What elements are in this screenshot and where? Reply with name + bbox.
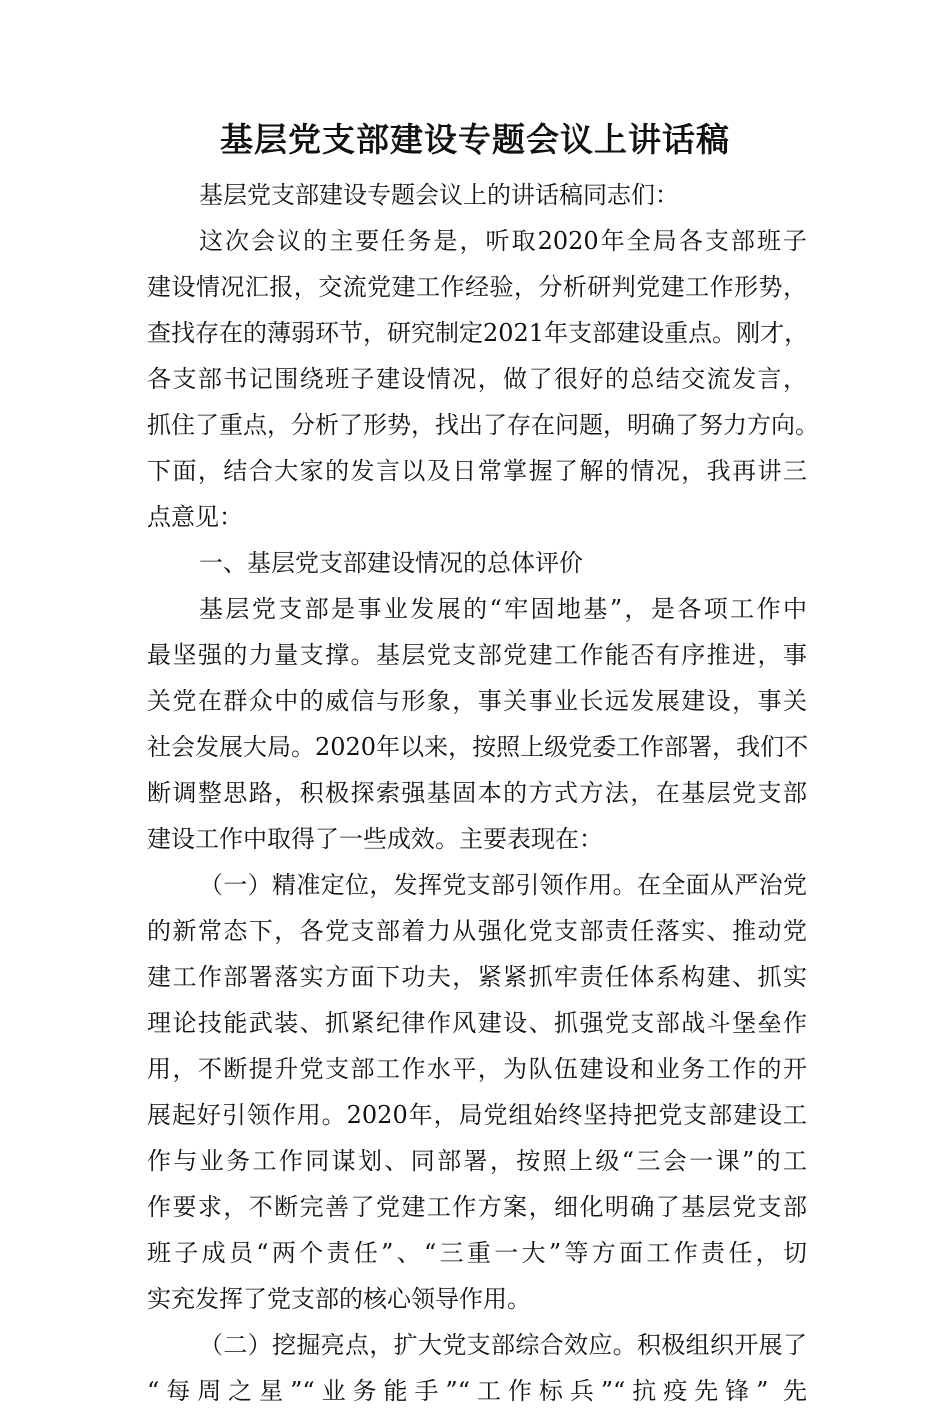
text-line: 基层党支部建设专题会议上的讲话稿同志们： [199,181,679,209]
text-line: 抓住了重点，分析了形势，找出了存在问题，明确了努力方向。 [147,411,819,439]
text-line: 实充发挥了党支部的核心领导作用。 [147,1285,531,1313]
text-line: 用，不断提升党支部工作水平，为队伍建设和业务工作的开 [147,1055,807,1083]
text-line: 断调整思路，积极探索强基固本的方式方法，在基层党支部 [147,779,807,807]
document-title: 基层党支部建设专题会议上讲话稿 [220,120,730,159]
text-line: 查找存在的薄弱环节，研究制定2021年支部建设重点。刚才， [147,319,809,347]
text-line: “每周之星”“业务能手”“工作标兵”“抗疫先锋” 先 [147,1377,807,1405]
text-line: （二）挖掘亮点，扩大党支部综合效应。积极组织开展了 [199,1331,807,1359]
text-line: 作与业务工作同谋划、同部署，按照上级“三会一课”的工 [147,1147,807,1175]
text-line: 作要求，不断完善了党建工作方案，细化明确了基层党支部 [147,1193,807,1221]
text-line: 建设情况汇报，交流党建工作经验，分析研判党建工作形势， [147,273,807,301]
text-line: 社会发展大局。2020年以来，按照上级党委工作部署，我们不 [147,733,809,761]
text-line: 关党在群众中的威信与形象，事关事业长远发展建设，事关 [147,687,807,715]
text-line: 班子成员“两个责任”、“三重一大”等方面工作责任，切 [147,1239,807,1267]
text-line: 各支部书记围绕班子建设情况，做了很好的总结交流发言， [147,365,807,393]
text-line: 基层党支部是事业发展的“牢固地基”，是各项工作中 [199,595,807,623]
text-line: 的新常态下，各党支部着力从强化党支部责任落实、推动党 [147,917,807,945]
text-line: 这次会议的主要任务是，听取2020年全局各支部班子 [199,227,807,255]
text-line: 展起好引领作用。2020年，局党组始终坚持把党支部建设工 [147,1101,807,1129]
section-heading: 一、基层党支部建设情况的总体评价 [199,549,583,577]
document-body [147,172,819,1414]
text-line: 建工作部署落实方面下功夫，紧紧抓牢责任体系构建、抓实 [147,963,807,991]
text-line: 下面，结合大家的发言以及日常掌握了解的情况，我再讲三 [147,457,807,485]
text-line: 最坚强的力量支撑。基层党支部党建工作能否有序推进，事 [147,641,807,669]
text-line: 建设工作中取得了一些成效。主要表现在： [147,825,603,853]
text-line: 理论技能武装、抓紧纪律作风建设、抓强党支部战斗堡垒作 [147,1009,807,1037]
text-line: 点意见： [147,503,243,531]
text-line: （一）精准定位，发挥党支部引领作用。在全面从严治党 [199,871,807,899]
